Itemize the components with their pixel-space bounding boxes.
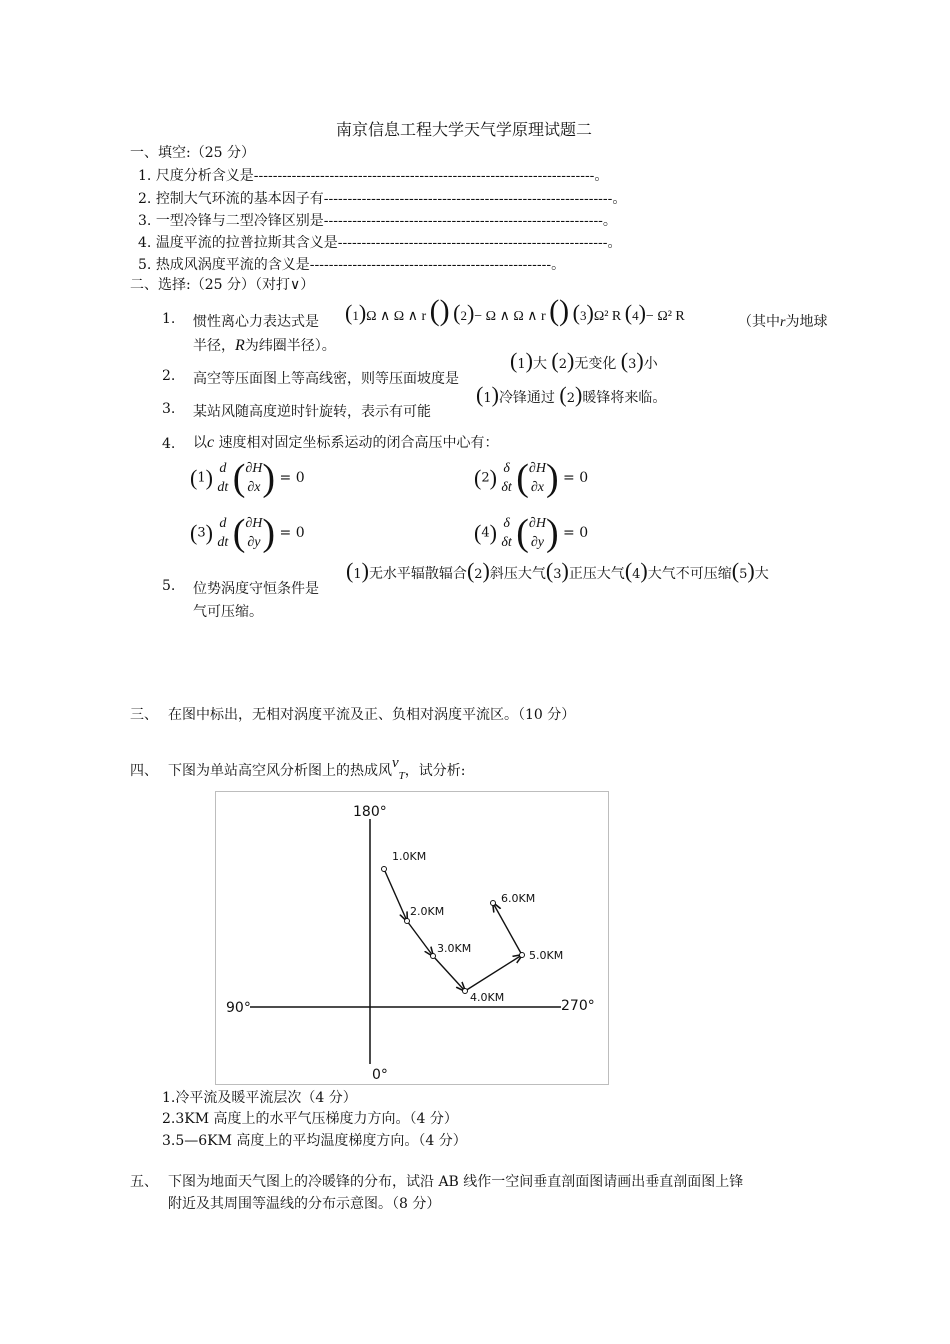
hodograph-point	[520, 953, 525, 958]
section2-heading: 二、选择:（25 分）（对打∨）	[130, 277, 315, 293]
page-title: 南京信息工程大学天气学原理试题二	[336, 120, 593, 139]
hodograph-point	[491, 901, 496, 906]
axis-label-right: 270°	[561, 998, 595, 1014]
choice-q4-option-4: (4) δ δt ( ∂H ∂y ) = 0	[474, 512, 589, 554]
choice-q3-options: (1)冷锋通过 (2)暖锋将来临。	[476, 382, 667, 407]
point-label: 5.0KM	[529, 949, 564, 962]
point-label: 3.0KM	[437, 942, 472, 955]
section4-number: 四、	[130, 763, 158, 779]
fill-item-5: 5. 热成风涡度平流的含义是---------------------------------------------------。	[138, 257, 566, 273]
choice-q4-option-3: (3) d dt ( ∂H ∂y ) = 0	[190, 512, 305, 554]
hodograph-segment-5	[493, 903, 522, 955]
point-label: 6.0KM	[501, 892, 536, 905]
choice-q1-options: (1)Ω ∧ Ω ∧ r () (2)− Ω ∧ Ω ∧ r () (3)Ω² R (4)− Ω² R	[345, 294, 685, 327]
choice-q1-text: 惯性离心力表达式是	[193, 314, 319, 330]
section4-text: 下图为单站高空风分析图上的热成风$v_T$，试分析:	[168, 755, 466, 782]
choice-q5-number: 5.	[162, 578, 176, 594]
choice-q1-note: （其中r为地球	[738, 314, 828, 330]
section3-number: 三、	[130, 707, 158, 723]
choice-q5-line2: 气可压缩。	[193, 604, 263, 620]
point-label: 4.0KM	[470, 991, 505, 1004]
hodograph-segment-1	[384, 869, 407, 921]
section5-line2: 附近及其周围等温线的分布示意图。（8 分）	[168, 1196, 441, 1212]
section5-line1: 下图为地面天气图上的冷暖锋的分布，试沿 AB 线作一空间垂直剖面图请画出垂直剖面图上锋	[168, 1174, 744, 1190]
choice-q3-text: 某站风随高度逆时针旋转，表示有可能	[193, 404, 431, 420]
fill-item-2: 2. 控制大气环流的基本因子有-------------------------------------------------------------。	[138, 191, 627, 207]
choice-q4-option-2: (2) δ δt ( ∂H ∂x ) = 0	[474, 457, 589, 499]
fill-item-4: 4. 温度平流的拉普拉斯其含义是---------------------------------------------------------。	[138, 235, 622, 251]
fill-item-1: 1. 尺度分析含义是------------------------------------------------------------------------。	[138, 168, 609, 184]
point-label: 1.0KM	[392, 850, 427, 863]
hodograph-point	[405, 919, 410, 924]
section1-heading: 一、填空:（25 分）	[130, 145, 255, 161]
choice-q5-text: 位势涡度守恒条件是	[193, 581, 319, 597]
choice-q4-option-1: (1) d dt ( ∂H ∂x ) = 0	[190, 457, 305, 499]
choice-q2-text: 高空等压面图上等高线密，则等压面坡度是	[193, 371, 459, 387]
section4-question-1: 1.冷平流及暖平流层次（4 分）	[162, 1090, 357, 1106]
choice-q1-number: 1.	[162, 311, 176, 327]
choice-q1-note-line2: 半径，R为纬圈半径）。	[193, 337, 336, 354]
thermal-wind-hodograph	[215, 791, 609, 1085]
hodograph-segment-2	[407, 921, 433, 956]
point-label: 2.0KM	[410, 905, 445, 918]
hodograph-point	[463, 989, 468, 994]
axis-label-left: 90°	[226, 1000, 251, 1016]
axis-label-top: 180°	[353, 804, 387, 820]
choice-q2-options: (1)大 (2)无变化 (3)小	[510, 348, 658, 373]
section4-question-3: 3.5—6KM 高度上的平均温度梯度方向。（4 分）	[162, 1133, 467, 1149]
hodograph-point	[431, 954, 436, 959]
choice-q3-number: 3.	[162, 401, 176, 417]
choice-q2-number: 2.	[162, 368, 176, 384]
choice-q4-number: 4.	[162, 436, 176, 452]
axis-label-bottom: 0°	[372, 1067, 388, 1083]
section5-number: 五、	[130, 1174, 158, 1190]
choice-q5-options: (1)无水平辐散辐合(2)斜压大气(3)正压大气(4)大气不可压缩(5)大	[346, 558, 769, 583]
choice-q4-text: 以c 速度相对固定坐标系运动的闭合高压中心有：	[193, 434, 499, 451]
hodograph-segment-3	[433, 956, 465, 991]
fill-item-3: 3. 一型冷锋与二型冷锋区别是-----------------------------------------------------------。	[138, 213, 617, 229]
section4-question-2: 2.3KM 高度上的水平气压梯度力方向。（4 分）	[162, 1111, 458, 1127]
hodograph-point	[382, 867, 387, 872]
hodograph-segment-4	[465, 955, 522, 991]
section3-text: 在图中标出，无相对涡度平流及正、负相对涡度平流区。（10 分）	[168, 707, 576, 723]
